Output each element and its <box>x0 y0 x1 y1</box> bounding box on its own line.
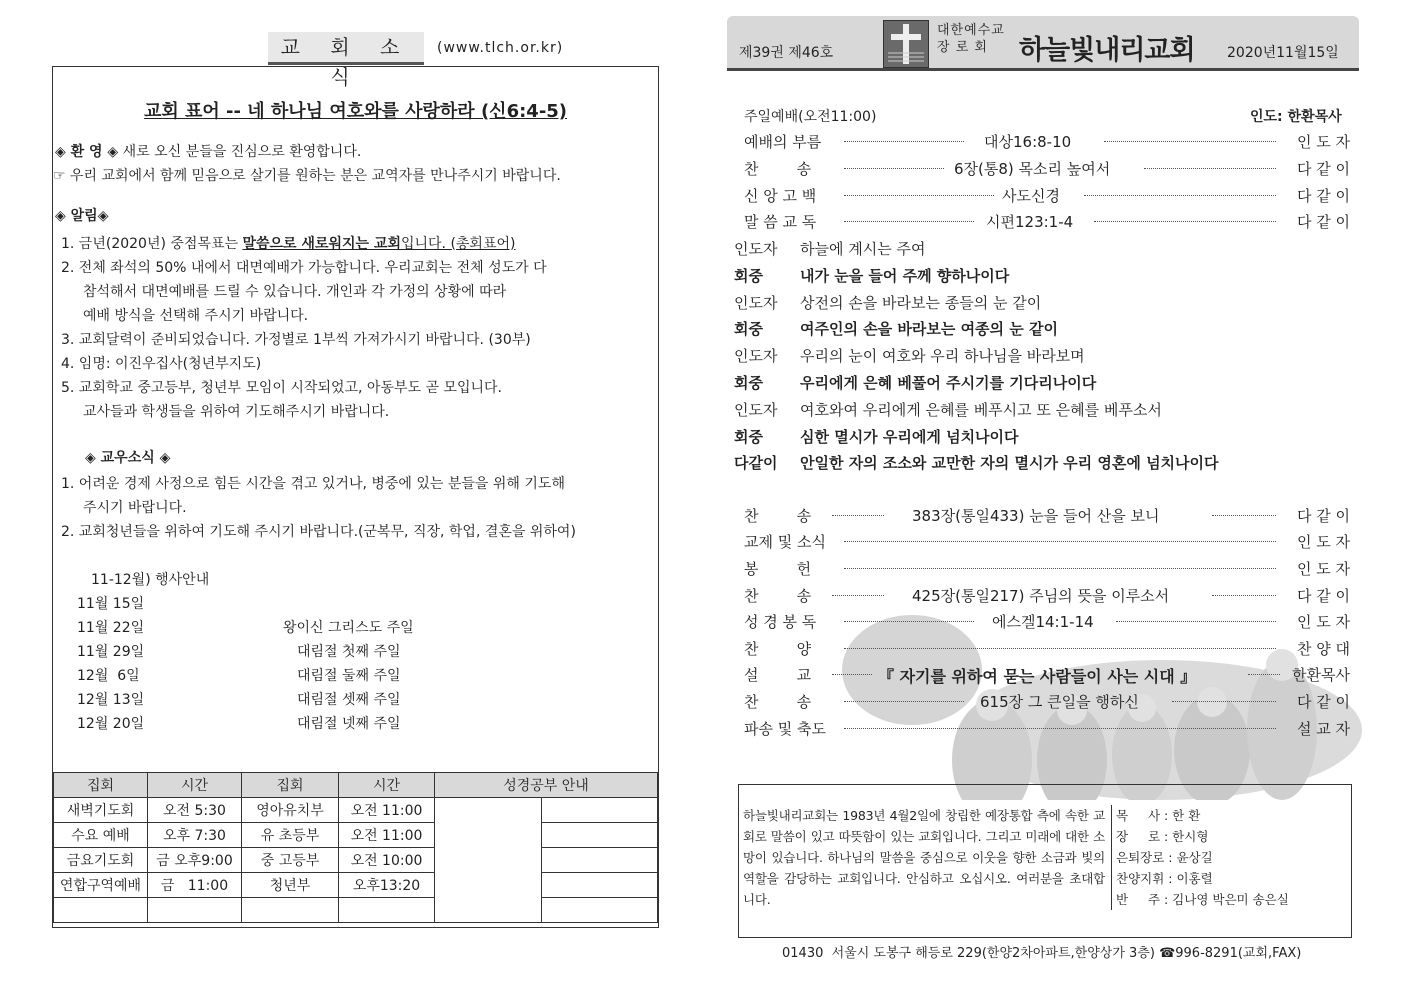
denomination-line: 대한예수교 <box>937 23 1005 38</box>
order-by: 다 같 이 <box>1296 213 1350 231</box>
order-content: 383장(통일433) 눈을 들어 산을 보니 <box>912 507 1160 525</box>
table-cell: 오전 10:00 <box>339 848 435 873</box>
notice-item: 교사들과 학생들을 위하여 기도해주시기 바랍니다. <box>83 404 390 420</box>
schedule-date: 12월 6일 <box>77 668 140 684</box>
prayer-item: 주시기 바랍니다. <box>83 500 187 516</box>
schedule-event: 왕이신 그리스도 주일 <box>283 620 414 636</box>
responsive-text: 내가 눈을 들어 주께 향하나이다 <box>800 267 1010 285</box>
order-by: 찬 양 대 <box>1296 640 1350 658</box>
prayer-item: 1. 어려운 경제 사정으로 힘든 시간을 겪고 있거나, 병중에 있는 분들을 위해 기도해 <box>61 476 565 492</box>
table-header: 시간 <box>339 773 435 798</box>
responsive-speaker: 인도자 <box>734 294 778 312</box>
schedule-date: 11월 29일 <box>77 644 145 660</box>
order-row <box>744 664 1350 685</box>
notice-item: 4. 임명: 이진우집사(청년부지도) <box>61 356 262 372</box>
order-item: 파송 및 축도 <box>744 720 826 738</box>
table-cell: 유 초등부 <box>242 823 339 848</box>
notice-item: 2. 전체 좌석의 50% 내에서 대면예배가 가능합니다. 우리교회는 전체 성도가 다 <box>61 260 547 276</box>
church-about: 하늘빛내리교회는 1983년 4월2일에 창립한 예장통합 측에 속한 교회로 말씀이 있고 따뜻함이 있는 교회입니다. 그리고 미래에 대한 소망이 있습니다. 하나님의 말씀을 중심으로 이웃을 향한 소금과 빛의 역할을 감당하는 교회입니다. 안심하고 오십시오. 여러분을 초대합니다. <box>743 808 1105 907</box>
table-cell: 새벽기도회 <box>54 798 148 823</box>
responsive-text: 심한 멸시가 우리에게 넘치나이다 <box>800 428 1019 446</box>
order-content: 에스겔14:1-14 <box>992 613 1094 631</box>
table-cell: 오전 11:00 <box>339 798 435 823</box>
staff-item: 찬양지휘 : 이홍렬 <box>1116 871 1213 886</box>
responsive-speaker: 회중 <box>734 374 763 392</box>
order-item: 예배의 부름 <box>744 133 822 151</box>
notice-item: 5. 교회학교 중고등부, 청년부 모임이 시작되었고, 아동부도 곧 모입니다. <box>61 380 502 396</box>
schedule-heading: 11-12월) 행사안내 <box>91 572 210 588</box>
responsive-line <box>734 345 1085 366</box>
responsive-line <box>734 372 1096 393</box>
responsive-text: 상전의 손을 바라보는 종들의 눈 같이 <box>800 294 1042 312</box>
responsive-speaker: 다같이 <box>734 454 778 472</box>
order-content: 사도신경 <box>1002 187 1060 205</box>
schedule-event: 대림절 첫째 주일 <box>297 644 401 660</box>
schedule-date: 12월 20일 <box>77 716 145 732</box>
notice-heading: ◈ 알림◈ <box>55 208 109 224</box>
order-row <box>744 718 1350 739</box>
table-cell: 수요 예배 <box>54 823 148 848</box>
order-row <box>744 531 1350 552</box>
table-header: 집회 <box>54 773 148 798</box>
table-header: 시간 <box>148 773 242 798</box>
table-cell: 금 11:00 <box>148 873 242 898</box>
news-title: 교 회 소 식 <box>268 32 424 65</box>
sermon-title: 『 자기를 위하여 묻는 사람들이 사는 시대 』 <box>878 667 1197 686</box>
order-item: 찬 송 <box>744 160 812 178</box>
responsive-speaker: 인도자 <box>734 401 778 419</box>
order-row <box>744 611 1350 632</box>
responsive-line <box>734 265 1009 286</box>
order-row <box>744 185 1350 206</box>
order-row <box>744 558 1350 579</box>
order-content: 시편123:1-4 <box>986 213 1074 231</box>
order-by: 다 같 이 <box>1296 187 1350 205</box>
order-by: 다 같 이 <box>1296 693 1350 711</box>
schedule-date: 11월 22일 <box>77 620 145 636</box>
responsive-speaker: 회중 <box>734 320 763 338</box>
prayer-item: 2. 교회청년들을 위하여 기도해 주시기 바랍니다.(군복무, 직장, 학업, 결혼을 위하여) <box>61 524 576 540</box>
order-content: 대상16:8-10 <box>984 133 1072 151</box>
responsive-text: 우리에게 은혜 베풀어 주시기를 기다리나이다 <box>800 374 1097 392</box>
order-item: 말 씀 교 독 <box>744 213 817 231</box>
table-cell: 금요기도회 <box>54 848 148 873</box>
order-row <box>744 211 1350 232</box>
responsive-text: 우리의 눈이 여호와 우리 하나님을 바라보며 <box>800 347 1085 365</box>
notice-item: 예배 방식을 선택해 주시기 바랍니다. <box>83 308 309 324</box>
order-by: 한환목사 <box>1292 666 1350 684</box>
responsive-speaker: 인도자 <box>734 240 778 258</box>
notice-text: 입니다. (총회표어) <box>400 236 516 252</box>
responsive-line <box>734 399 1162 420</box>
order-row <box>744 505 1350 526</box>
responsive-speaker: 인도자 <box>734 347 778 365</box>
church-name: 하늘빛내리교회 <box>1019 35 1195 66</box>
schedule-date: 11월 15일 <box>77 596 145 612</box>
schedule-event: 대림절 둘째 주일 <box>297 668 401 684</box>
welcome-text: 새로 오신 분들을 진심으로 환영합니다. <box>118 144 362 160</box>
table-cell: 영아유치부 <box>242 798 339 823</box>
responsive-text: 여주인의 손을 바라보는 여종의 눈 같이 <box>800 320 1058 338</box>
table-header: 성경공부 안내 <box>435 773 658 798</box>
responsive-line <box>734 292 1041 313</box>
table-cell: 청년부 <box>242 873 339 898</box>
welcome-heading: ◈ 환 영 ◈ <box>55 144 119 160</box>
church-url[interactable]: (www.tlch.or.kr) <box>437 40 564 56</box>
service-title: 주일예배(오전11:00) <box>744 109 877 125</box>
schedule-event: 대림절 넷째 주일 <box>297 716 401 732</box>
table-cell: 오후 7:30 <box>148 823 242 848</box>
service-leader: 인도: 한환목사 <box>1250 109 1342 125</box>
order-item: 봉 헌 <box>744 560 812 578</box>
order-by: 설 교 자 <box>1296 720 1350 738</box>
order-item: 찬 양 <box>744 640 812 658</box>
order-by: 다 같 이 <box>1296 160 1350 178</box>
order-content: 6장(통8) 목소리 높여서 <box>954 160 1111 178</box>
responsive-line <box>734 426 1019 447</box>
table-header: 집회 <box>242 773 339 798</box>
staff-item: 장 로 : 한시형 <box>1116 829 1209 844</box>
notice-emphasis: 말씀으로 새로워지는 교회 <box>242 236 401 252</box>
order-item: 찬 송 <box>744 507 812 525</box>
order-by: 다 같 이 <box>1296 587 1350 605</box>
church-motto: 교회 표어 -- 네 하나님 여호와를 사랑하라 (신6:4-5) <box>143 101 568 122</box>
notice-item: 참석해서 대면예배를 드릴 수 있습니다. 개인과 각 가정의 상황에 따라 <box>83 284 507 300</box>
welcome-note: ☞ 우리 교회에서 함께 믿음으로 살기를 원하는 분은 교역자를 만나주시기 바랍니다. <box>53 168 561 184</box>
order-item: 교제 및 소식 <box>744 533 826 551</box>
volume-number: 제39권 제46호 <box>739 45 834 61</box>
order-by: 인 도 자 <box>1296 533 1350 551</box>
order-row <box>744 131 1350 152</box>
table-cell: 연합구역예배 <box>54 873 148 898</box>
order-by: 인 도 자 <box>1296 560 1350 578</box>
table-cell: 오후13:20 <box>339 873 435 898</box>
order-item: 찬 송 <box>744 587 812 605</box>
notice-text: 1. 금년(2020년) 중점목표는 <box>61 236 243 252</box>
responsive-text: 안일한 자의 조소와 교만한 자의 멸시가 우리 영혼에 넘치나이다 <box>800 454 1219 472</box>
responsive-text: 하늘에 계시는 주여 <box>800 240 926 258</box>
church-info-box <box>738 784 1352 938</box>
staff-list <box>1111 805 1354 910</box>
order-item: 설 교 <box>744 666 812 684</box>
schedule-date: 12월 13일 <box>77 692 145 708</box>
staff-item: 반 주 : 김나영 박은미 송은실 <box>1116 892 1289 907</box>
staff-item: 은퇴장로 : 윤상길 <box>1116 850 1213 865</box>
table-cell: 중 고등부 <box>242 848 339 873</box>
table-cell: 금 오후9:00 <box>148 848 242 873</box>
order-by: 인 도 자 <box>1296 613 1350 631</box>
notice-item: 3. 교회달력이 준비되었습니다. 가정별로 1부씩 가져가시기 바랍니다. (30부) <box>61 332 531 348</box>
order-row <box>744 691 1350 712</box>
prayer-heading: ◈ 교우소식 ◈ <box>85 450 171 466</box>
order-item: 신 앙 고 백 <box>744 187 817 205</box>
church-address: 01430 서울시 도봉구 해등로 229(한양2차아파트,한양상가 3층) ☎996-8291(교회,FAX) <box>782 946 1302 961</box>
responsive-line <box>734 452 1219 473</box>
order-row <box>744 158 1350 179</box>
order-by: 다 같 이 <box>1296 507 1350 525</box>
order-item: 성 경 봉 독 <box>744 613 817 631</box>
denomination-line: 장 로 회 <box>937 40 988 55</box>
order-by: 인 도 자 <box>1296 133 1350 151</box>
order-row <box>744 585 1350 606</box>
order-item: 찬 송 <box>744 693 812 711</box>
staff-item: 목 사 : 한 환 <box>1116 808 1201 823</box>
table-cell: 오전 11:00 <box>339 823 435 848</box>
responsive-line <box>734 238 925 259</box>
schedule-event: 대림절 셋째 주일 <box>297 692 401 708</box>
bulletin-date: 2020년11월15일 <box>1227 45 1339 61</box>
order-content: 425장(통일217) 주님의 뜻을 이루소서 <box>912 587 1170 605</box>
responsive-text: 여호와여 우리에게 은혜를 베푸시고 또 은혜를 베푸소서 <box>800 401 1162 419</box>
table-cell: 오전 5:30 <box>148 798 242 823</box>
responsive-speaker: 회중 <box>734 267 763 285</box>
responsive-speaker: 회중 <box>734 428 763 446</box>
responsive-line <box>734 318 1058 339</box>
order-content: 615장 그 큰일을 행하신 <box>980 693 1139 711</box>
order-row <box>744 638 1350 659</box>
